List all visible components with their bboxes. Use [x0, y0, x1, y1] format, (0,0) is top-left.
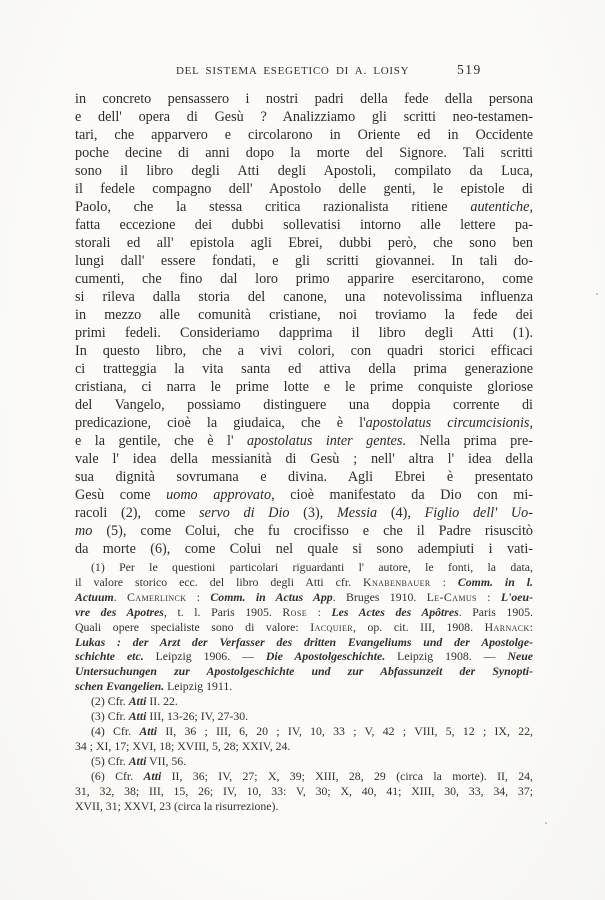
text-segment: (3),	[289, 505, 337, 521]
text-segment: 34 ; XI, 17; XVI, 18; XVIII, 5, 28; XXIV, 24.	[75, 738, 291, 753]
text-line	[75, 432, 533, 450]
text-line	[75, 799, 533, 814]
text-line	[75, 468, 533, 486]
running-header-title: DEL SISTEMA ESEGETICO DI A. LOISY	[176, 65, 410, 77]
text-segment: Leipzig 1906. —	[143, 649, 266, 664]
text-segment: il valore storico ecc. del libro degli Atti cfr.	[75, 574, 364, 589]
text-segment: Paolo, che la stessa critica razionalista ritiene	[75, 199, 471, 215]
text-segment: vre des Apotres	[75, 604, 164, 619]
text-segment: sua dignità sovrumana e divina. Agli Ebrei è presentato	[75, 469, 533, 485]
text-segment: . Bruges 1910.	[332, 589, 427, 604]
text-segment: :	[529, 619, 534, 634]
text-segment: apostolatus circumcisionis,	[365, 415, 533, 431]
text-segment: Actuum	[75, 589, 114, 604]
text-segment: uomo approvato,	[166, 487, 275, 503]
text-segment: fatta eccezione dei dubbi sollevatisi intorno alle lettere pa-	[75, 217, 533, 233]
text-segment: .	[113, 589, 127, 604]
text-segment: (2) Cfr.	[91, 694, 129, 709]
text-segment: III, 13-26; IV, 27-30.	[146, 709, 249, 724]
text-line	[75, 342, 533, 360]
text-line	[75, 360, 533, 378]
text-segment: ci tratteggia la vita santa ed attiva della prima generazione	[75, 361, 533, 377]
text-segment: lungi dall' essere fondati, e gli scritti giovannei. In tali do-	[75, 253, 533, 269]
text-line	[75, 414, 533, 432]
text-segment: autentiche,	[470, 199, 533, 215]
text-segment: , t. l. Paris 1905.	[163, 604, 283, 619]
text-segment: (4),	[377, 505, 425, 521]
text-segment: e la gentile, che è l'	[75, 433, 247, 449]
text-segment: (1) Per le questioni particolari riguardanti l' autore, le fonti, la data,	[91, 560, 533, 574]
text-segment: :	[186, 589, 211, 604]
text-line	[75, 664, 533, 679]
text-segment: del Vangelo, possiamo distinguere una doppia corrente di	[75, 397, 533, 413]
text-segment: Rose	[282, 604, 307, 619]
text-segment: Knabenbauer	[363, 574, 431, 589]
text-segment: 31, 32, 38; III, 15, 26; IV, 10, 33: V, 30; X, 40, 41; XIII, 30, 33, 34, 37;	[75, 783, 533, 798]
text-line	[75, 324, 533, 342]
text-segment: storali ed all' epistola agli Ebrei, dubbi però, che sono ben	[75, 235, 533, 251]
text-line	[75, 126, 533, 144]
text-segment: cumenti, che fino dal loro primo apparire esercitarono, come	[75, 271, 533, 287]
text-line	[75, 234, 533, 252]
text-segment: schichte etc.	[75, 649, 144, 664]
text-segment: , op. cit. III, 1908.	[352, 619, 485, 634]
text-line	[75, 180, 533, 198]
text-line	[75, 784, 533, 799]
text-segment: il fedele compagno dell' Apostolo delle genti, le epistole di	[75, 181, 533, 197]
text-segment: Leipzig 1908. —	[385, 649, 508, 664]
text-line	[75, 635, 533, 650]
text-line	[75, 620, 533, 635]
text-line	[75, 724, 533, 739]
text-line	[75, 396, 533, 414]
text-segment: Atti	[128, 694, 147, 709]
body-text	[75, 90, 533, 558]
text-line	[75, 198, 533, 216]
text-segment: si rileva dalla storia del canone, una notevolissima influenza	[75, 289, 533, 305]
text-segment: :	[430, 574, 458, 589]
text-line	[75, 270, 533, 288]
text-line	[75, 694, 533, 709]
text-segment: II, 36; IV, 27; X, 39; XIII, 28, 29 (circa la morte). II, 24,	[161, 768, 534, 783]
text-segment: Camerlinck	[127, 589, 187, 604]
text-segment: (5) Cfr.	[91, 753, 129, 768]
text-line	[75, 560, 533, 575]
text-segment: Comm. in l.	[457, 574, 533, 589]
scan-speck	[545, 822, 547, 824]
text-line	[75, 754, 533, 769]
text-segment: :	[307, 604, 332, 619]
text-segment: e dell' opera di Gesù ? Analizziamo gli scritti neo-testamen-	[75, 109, 533, 125]
text-segment: VII, 56.	[146, 753, 187, 768]
text-line	[75, 709, 533, 724]
text-segment: in concreto pensassero i nostri padri della fede della persona	[75, 91, 533, 107]
text-segment: (4) Cfr.	[91, 723, 140, 738]
text-segment: Harnack	[484, 619, 530, 634]
text-segment: Figlio dell' Uo-	[424, 505, 533, 521]
text-segment: (6) Cfr.	[91, 768, 144, 783]
text-segment: (5), come Colui, che fu crocifisso e che il Padre risuscitò	[92, 523, 533, 539]
text-line	[75, 252, 533, 270]
text-line	[75, 288, 533, 306]
text-segment: Atti	[143, 768, 162, 783]
text-line	[75, 504, 533, 522]
text-segment: Messia	[336, 505, 378, 521]
text-segment: Le-Camus	[426, 589, 477, 604]
text-line	[75, 769, 533, 784]
text-segment: Neue	[507, 649, 533, 664]
text-line	[75, 90, 533, 108]
text-line	[75, 575, 533, 590]
text-segment: da morte (6), come Colui nel quale si sono adempiuti i vati-	[75, 541, 533, 557]
footnote-section	[75, 560, 533, 813]
text-segment: Les Actes des Apôtres	[331, 604, 459, 619]
text-segment: Atti	[128, 753, 147, 768]
text-segment: II, 36 ; III, 6, 20 ; IV, 10, 33 ; V, 42 ; VIII, 5, 12 ; IX, 22,	[157, 723, 533, 738]
text-segment: poche decine di anni dopo la morte del Signore. Tali scritti	[75, 145, 533, 161]
text-line	[75, 108, 533, 126]
text-line	[75, 649, 533, 664]
text-line	[75, 679, 533, 694]
text-segment: predicazione, cioè la giudaica, che è l'	[75, 415, 366, 431]
text-segment: Gesù come	[75, 487, 167, 503]
text-segment: In questo libro, che a vivi colori, con quadri storici efficaci	[75, 343, 533, 359]
text-line	[75, 306, 533, 324]
text-segment: II. 22.	[146, 694, 178, 709]
text-line	[75, 590, 533, 605]
text-segment: schen Evangelien.	[75, 679, 165, 694]
text-segment: apostolatus inter gentes	[246, 433, 403, 449]
text-line	[75, 450, 533, 468]
text-segment: XVII, 31; XXVI, 23 (circa la risurrezione).	[75, 798, 279, 813]
scan-speck	[596, 293, 598, 295]
text-line	[75, 540, 533, 558]
text-segment: (3) Cfr.	[91, 709, 129, 724]
text-segment: . Paris 1905.	[458, 604, 533, 619]
text-segment: racoli (2), come	[75, 505, 200, 521]
text-line	[75, 605, 533, 620]
text-line	[75, 216, 533, 234]
text-line	[75, 739, 533, 754]
text-segment: Atti	[128, 709, 147, 724]
text-segment: vale l' idea della messianità di Gesù ; nell' altra l' idea della	[75, 451, 533, 467]
text-segment: L'oeu-	[500, 589, 533, 604]
text-line	[75, 162, 533, 180]
page-number: 519	[457, 62, 482, 77]
text-segment: Atti	[139, 723, 158, 738]
text-segment: :	[476, 589, 501, 604]
text-line	[75, 144, 533, 162]
text-segment: Leipzig 1911.	[164, 679, 233, 694]
text-segment: . Nella prima pre-	[402, 433, 533, 449]
text-segment: Comm. in Actus App	[210, 589, 333, 604]
text-segment: in mezzo alle comunità cristiane, noi troviamo la fede dei	[75, 307, 533, 323]
text-segment: Untersuchungen zur Apostolgeschichte und zur Abfassunzeit der Synopti-	[75, 664, 533, 679]
text-segment: Quali opere specialiste sono di valore:	[75, 619, 311, 634]
text-segment: cristiana, ci narra le prime lotte e le prime conquiste gloriose	[75, 379, 533, 395]
text-segment: primi fedeli. Consideriamo dapprima il libro degli Atti (1).	[75, 325, 533, 341]
text-segment: tari, che apparvero e circolarono in Oriente ed in Occidente	[75, 127, 533, 143]
text-segment: Iacquier	[310, 619, 353, 634]
text-line	[75, 378, 533, 396]
text-segment: Die Apostolgeschichte.	[265, 649, 386, 664]
text-segment: sono il libro degli Atti degli Apostoli, compilato da Luca,	[75, 163, 533, 179]
text-segment: servo di Dio	[199, 505, 290, 521]
text-segment: cioè manifestato da Dio con mi-	[274, 487, 533, 503]
text-line	[75, 486, 533, 504]
text-segment: mo	[75, 523, 93, 539]
text-segment: Lukas : der Arzt der Verfasser des dritten Evangeliums und der Apostolge-	[75, 634, 533, 649]
text-line	[75, 522, 533, 540]
